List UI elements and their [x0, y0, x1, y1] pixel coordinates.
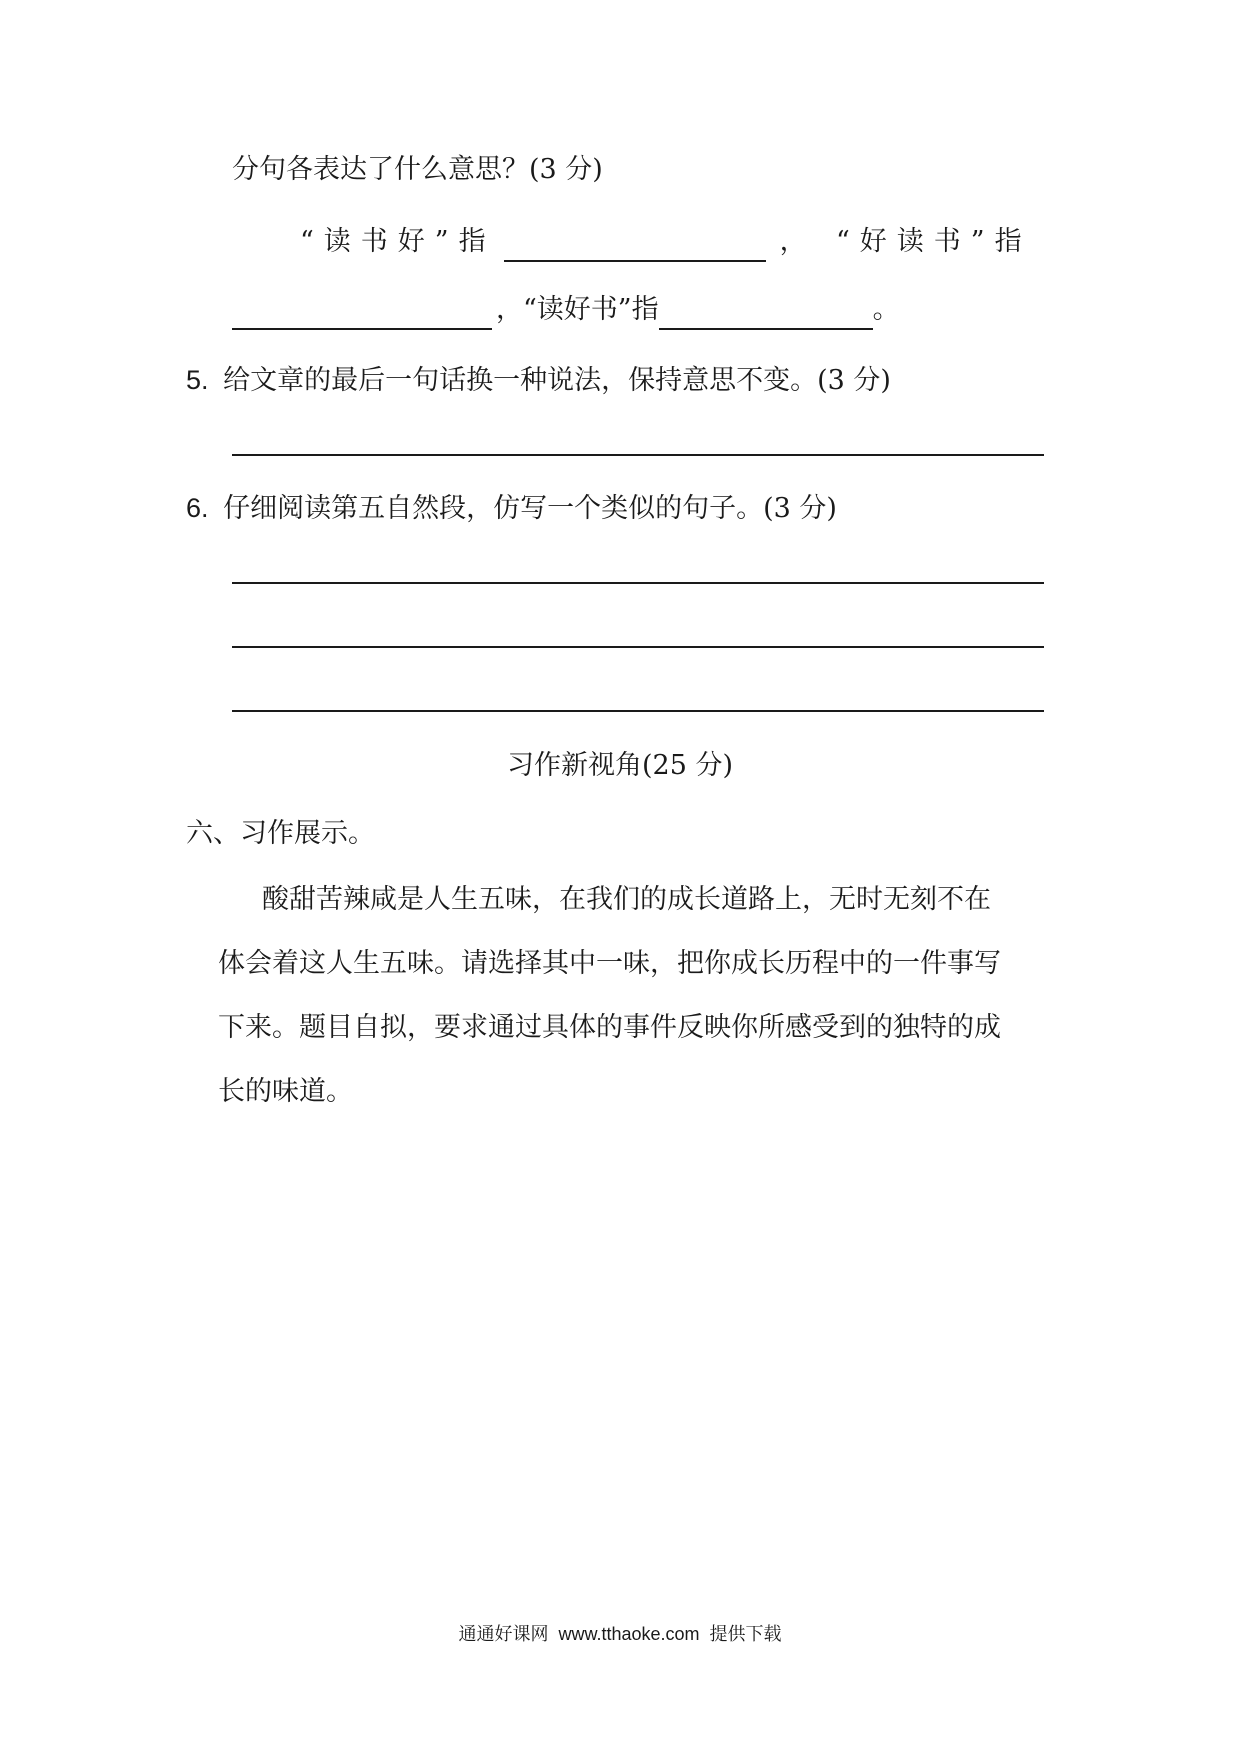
q5-number: 5. — [186, 365, 209, 395]
q6-answer-line-3[interactable] — [232, 710, 1044, 712]
q4-blank-2[interactable] — [232, 298, 492, 330]
part6-paragraph-line-2: 体会着这人生五味。请选择其中一味，把你成长历程中的一件事写 — [218, 948, 1001, 979]
q4-end: 。 — [872, 294, 900, 325]
part6-paragraph-line-1: 酸甜苦辣咸是人生五味，在我们的成长道路上，无时无刻不在 — [262, 884, 991, 915]
q6 — [186, 488, 837, 529]
q4-answer-row-1 — [300, 222, 807, 262]
q6-answer-line-2[interactable] — [232, 646, 1044, 648]
footer-text: 通通好课网 www.tthaoke.com 提供下载 — [458, 1624, 782, 1644]
section-title — [0, 746, 1240, 786]
q5-answer-line[interactable] — [232, 454, 1044, 456]
part6-heading: 六、习作展示。 — [186, 818, 375, 849]
section-title-text: 习作新视角(25 分) — [506, 750, 733, 781]
q4-part2-label: “好读书”指 — [836, 226, 1032, 257]
q4-intro: 分句各表达了什么意思？(3 分) — [232, 154, 603, 185]
q4-answer-row-2 — [232, 290, 900, 330]
q4-part1-label: “读书好”指 — [300, 226, 496, 257]
q4-comma-1: ， — [779, 226, 807, 257]
q6-number: 6. — [186, 493, 209, 523]
q5 — [186, 360, 891, 401]
footer — [0, 1622, 1240, 1646]
q4-part3-label: “读好书”指 — [523, 294, 659, 325]
q4-blank-3[interactable] — [659, 298, 873, 330]
q4-part2 — [836, 222, 1032, 262]
q4-blank-1[interactable] — [504, 230, 766, 262]
part6-paragraph-line-3: 下来。题目自拟，要求通过具体的事件反映你所感受到的独特的成 — [218, 1012, 1001, 1043]
part6-paragraph-line-4: 长的味道。 — [218, 1076, 353, 1107]
q6-text: 仔细阅读第五自然段，仿写一个类似的句子。(3 分) — [223, 493, 837, 524]
q4-comma-2: ， — [496, 294, 523, 325]
q6-answer-line-1[interactable] — [232, 582, 1044, 584]
q5-text: 给文章的最后一句话换一种说法，保持意思不变。(3 分) — [223, 365, 891, 396]
